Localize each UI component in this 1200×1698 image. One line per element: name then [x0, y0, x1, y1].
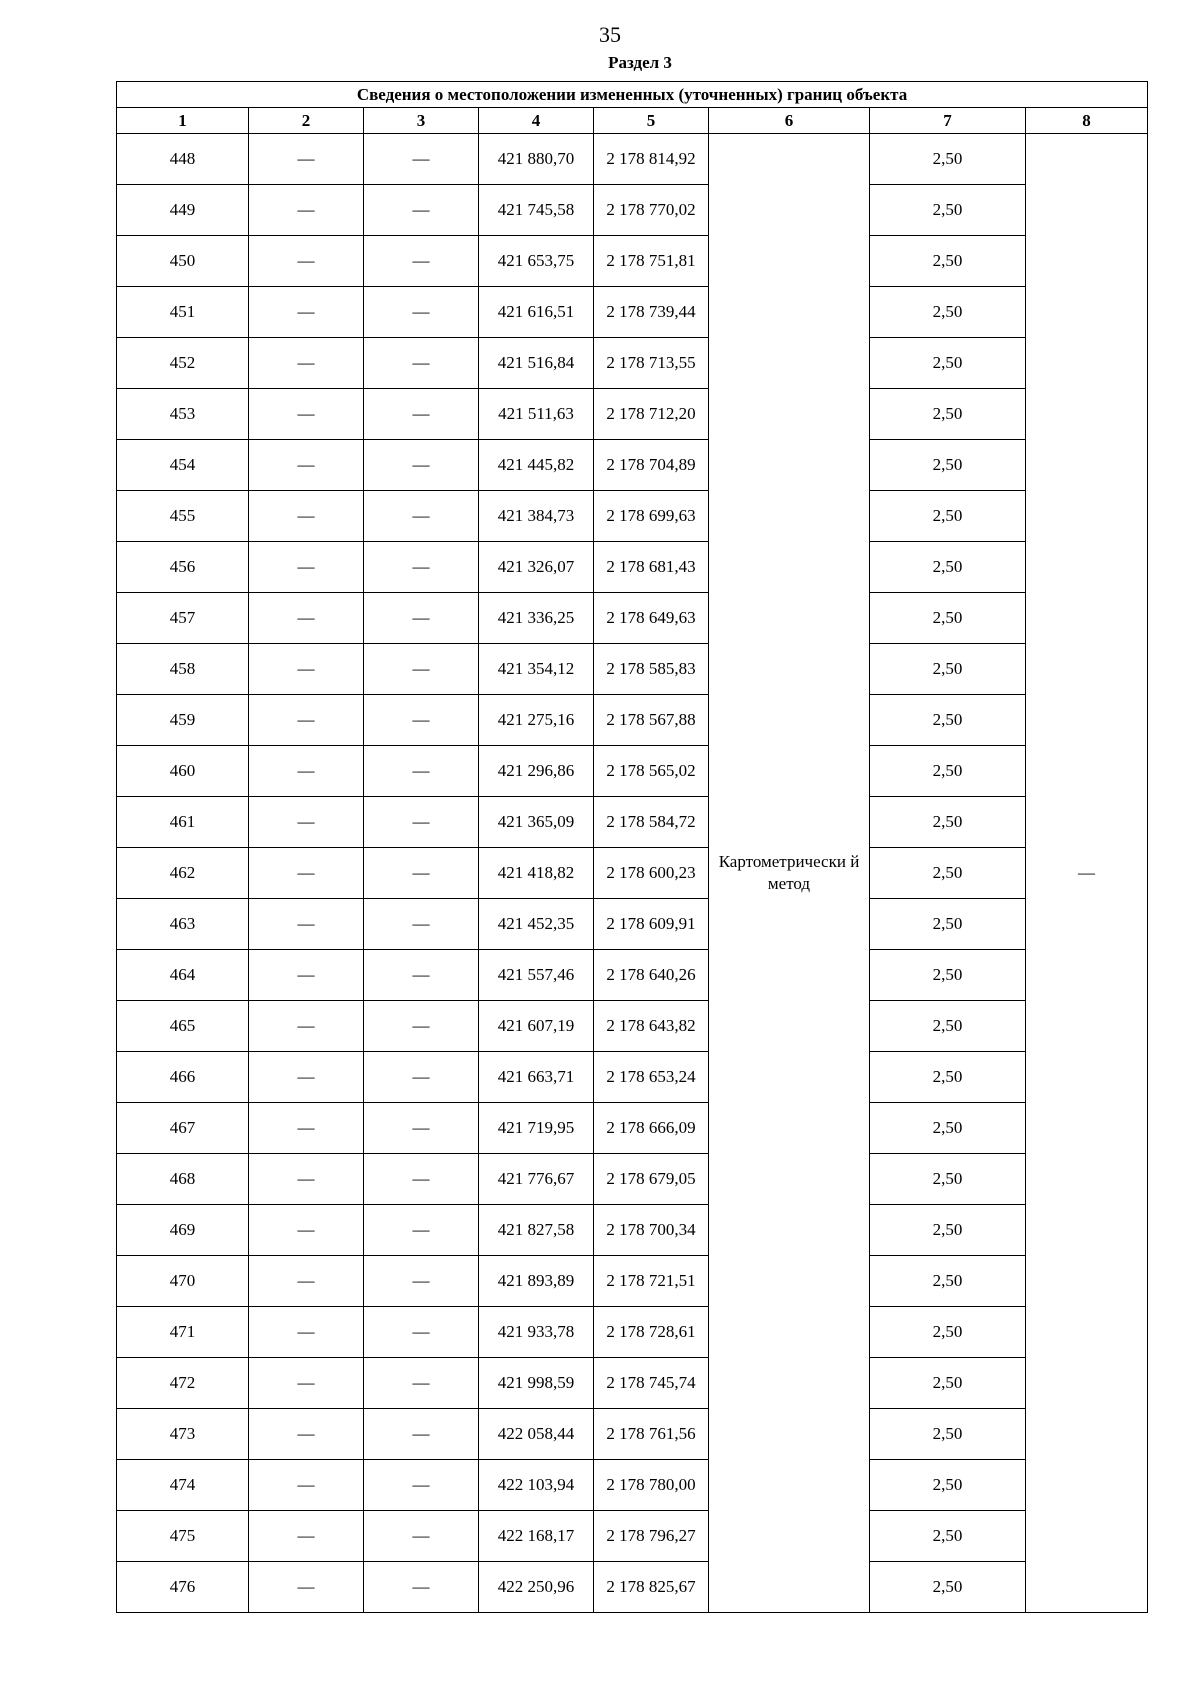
col2-cell: —: [249, 593, 364, 644]
y-coordinate-cell: 2 178 761,56: [594, 1409, 709, 1460]
col3-cell: —: [364, 1307, 479, 1358]
x-coordinate-cell: 421 719,95: [479, 1103, 594, 1154]
accuracy-cell: 2,50: [870, 338, 1026, 389]
table-row: [117, 287, 1148, 338]
col3-cell: —: [364, 1052, 479, 1103]
col2-cell: —: [249, 1154, 364, 1205]
y-coordinate-cell: 2 178 584,72: [594, 797, 709, 848]
col2-cell: —: [249, 389, 364, 440]
y-coordinate-cell: 2 178 585,83: [594, 644, 709, 695]
col3-cell: —: [364, 899, 479, 950]
accuracy-cell: 2,50: [870, 440, 1026, 491]
x-coordinate-cell: 422 250,96: [479, 1562, 594, 1613]
x-coordinate-cell: 421 653,75: [479, 236, 594, 287]
column-number-7: 7: [870, 108, 1026, 134]
point-number-cell: 474: [117, 1460, 249, 1511]
col3-cell: —: [364, 185, 479, 236]
point-number-cell: 451: [117, 287, 249, 338]
point-number-cell: 456: [117, 542, 249, 593]
x-coordinate-cell: 421 933,78: [479, 1307, 594, 1358]
point-number-cell: 465: [117, 1001, 249, 1052]
x-coordinate-cell: 422 103,94: [479, 1460, 594, 1511]
table-row: [117, 1460, 1148, 1511]
accuracy-cell: 2,50: [870, 1256, 1026, 1307]
col3-cell: —: [364, 287, 479, 338]
column-number-1: 1: [117, 108, 249, 134]
point-number-cell: 462: [117, 848, 249, 899]
x-coordinate-cell: 421 275,16: [479, 695, 594, 746]
accuracy-cell: 2,50: [870, 1001, 1026, 1052]
y-coordinate-cell: 2 178 780,00: [594, 1460, 709, 1511]
table-row: [117, 1052, 1148, 1103]
col2-cell: —: [249, 287, 364, 338]
point-number-cell: 475: [117, 1511, 249, 1562]
table-row: [117, 593, 1148, 644]
point-number-cell: 458: [117, 644, 249, 695]
col2-cell: —: [249, 134, 364, 185]
accuracy-cell: 2,50: [870, 1205, 1026, 1256]
col2-cell: —: [249, 338, 364, 389]
y-coordinate-cell: 2 178 640,26: [594, 950, 709, 1001]
y-coordinate-cell: 2 178 681,43: [594, 542, 709, 593]
y-coordinate-cell: 2 178 704,89: [594, 440, 709, 491]
accuracy-cell: 2,50: [870, 1154, 1026, 1205]
accuracy-cell: 2,50: [870, 1307, 1026, 1358]
accuracy-cell: 2,50: [870, 1103, 1026, 1154]
boundary-coordinates-table: [116, 81, 1148, 1613]
point-number-cell: 455: [117, 491, 249, 542]
point-number-cell: 471: [117, 1307, 249, 1358]
table-row: [117, 1256, 1148, 1307]
y-coordinate-cell: 2 178 609,91: [594, 899, 709, 950]
y-coordinate-cell: 2 178 565,02: [594, 746, 709, 797]
col2-cell: —: [249, 440, 364, 491]
x-coordinate-cell: 421 663,71: [479, 1052, 594, 1103]
point-number-cell: 466: [117, 1052, 249, 1103]
column-number-8: 8: [1026, 108, 1148, 134]
col2-cell: —: [249, 950, 364, 1001]
table-row: [117, 797, 1148, 848]
point-number-cell: 461: [117, 797, 249, 848]
col3-cell: —: [364, 695, 479, 746]
col2-cell: —: [249, 1001, 364, 1052]
table-row: [117, 542, 1148, 593]
x-coordinate-cell: 421 336,25: [479, 593, 594, 644]
col3-cell: —: [364, 644, 479, 695]
y-coordinate-cell: 2 178 600,23: [594, 848, 709, 899]
col2-cell: —: [249, 1052, 364, 1103]
col2-cell: —: [249, 1307, 364, 1358]
accuracy-cell: 2,50: [870, 746, 1026, 797]
table-row: [117, 695, 1148, 746]
col2-cell: —: [249, 236, 364, 287]
table-row: [117, 848, 1148, 899]
y-coordinate-cell: 2 178 699,63: [594, 491, 709, 542]
y-coordinate-cell: 2 178 745,74: [594, 1358, 709, 1409]
table-row: [117, 389, 1148, 440]
point-number-cell: 452: [117, 338, 249, 389]
y-coordinate-cell: 2 178 796,27: [594, 1511, 709, 1562]
accuracy-cell: 2,50: [870, 134, 1026, 185]
col3-cell: —: [364, 1256, 479, 1307]
column-number-row: [117, 108, 1148, 134]
table-row: [117, 1001, 1148, 1052]
y-coordinate-cell: 2 178 666,09: [594, 1103, 709, 1154]
col2-cell: —: [249, 797, 364, 848]
x-coordinate-cell: 422 058,44: [479, 1409, 594, 1460]
x-coordinate-cell: 421 745,58: [479, 185, 594, 236]
x-coordinate-cell: 421 452,35: [479, 899, 594, 950]
method-cell: Картометрически й метод: [709, 134, 870, 1613]
y-coordinate-cell: 2 178 567,88: [594, 695, 709, 746]
x-coordinate-cell: 421 776,67: [479, 1154, 594, 1205]
col3-cell: —: [364, 797, 479, 848]
col2-cell: —: [249, 899, 364, 950]
page-number: 35: [599, 22, 621, 47]
point-number-cell: 467: [117, 1103, 249, 1154]
col2-cell: —: [249, 1562, 364, 1613]
x-coordinate-cell: 421 607,19: [479, 1001, 594, 1052]
y-coordinate-cell: 2 178 825,67: [594, 1562, 709, 1613]
accuracy-cell: 2,50: [870, 1052, 1026, 1103]
y-coordinate-cell: 2 178 739,44: [594, 287, 709, 338]
x-coordinate-cell: 421 880,70: [479, 134, 594, 185]
col3-cell: —: [364, 236, 479, 287]
y-coordinate-cell: 2 178 721,51: [594, 1256, 709, 1307]
accuracy-cell: 2,50: [870, 1562, 1026, 1613]
point-number-cell: 464: [117, 950, 249, 1001]
accuracy-cell: 2,50: [870, 236, 1026, 287]
col2-cell: —: [249, 1205, 364, 1256]
accuracy-cell: 2,50: [870, 950, 1026, 1001]
y-coordinate-cell: 2 178 679,05: [594, 1154, 709, 1205]
col2-cell: —: [249, 1409, 364, 1460]
accuracy-cell: 2,50: [870, 491, 1026, 542]
accuracy-cell: 2,50: [870, 1511, 1026, 1562]
point-number-cell: 469: [117, 1205, 249, 1256]
column-number-5: 5: [594, 108, 709, 134]
col3-cell: —: [364, 134, 479, 185]
accuracy-cell: 2,50: [870, 695, 1026, 746]
x-coordinate-cell: 421 616,51: [479, 287, 594, 338]
x-coordinate-cell: 421 516,84: [479, 338, 594, 389]
col3-cell: —: [364, 1409, 479, 1460]
col2-cell: —: [249, 695, 364, 746]
point-number-cell: 450: [117, 236, 249, 287]
table-row: [117, 1103, 1148, 1154]
x-coordinate-cell: 421 296,86: [479, 746, 594, 797]
point-number-cell: 449: [117, 185, 249, 236]
section-title: Раздел 3: [608, 53, 672, 72]
table-row: [117, 1154, 1148, 1205]
x-coordinate-cell: 421 445,82: [479, 440, 594, 491]
accuracy-cell: 2,50: [870, 797, 1026, 848]
y-coordinate-cell: 2 178 653,24: [594, 1052, 709, 1103]
table-row: [117, 338, 1148, 389]
table-row: [117, 185, 1148, 236]
x-coordinate-cell: 421 326,07: [479, 542, 594, 593]
point-number-cell: 473: [117, 1409, 249, 1460]
accuracy-cell: 2,50: [870, 644, 1026, 695]
accuracy-cell: 2,50: [870, 1409, 1026, 1460]
col2-cell: —: [249, 848, 364, 899]
col2-cell: —: [249, 1256, 364, 1307]
accuracy-cell: 2,50: [870, 593, 1026, 644]
point-number-cell: 468: [117, 1154, 249, 1205]
col3-cell: —: [364, 440, 479, 491]
x-coordinate-cell: 421 365,09: [479, 797, 594, 848]
y-coordinate-cell: 2 178 713,55: [594, 338, 709, 389]
table-row: [117, 950, 1148, 1001]
col3-cell: —: [364, 1001, 479, 1052]
y-coordinate-cell: 2 178 643,82: [594, 1001, 709, 1052]
col3-cell: —: [364, 746, 479, 797]
x-coordinate-cell: 421 893,89: [479, 1256, 594, 1307]
x-coordinate-cell: 421 418,82: [479, 848, 594, 899]
col3-cell: —: [364, 593, 479, 644]
table-caption: Сведения о местоположении измененных (уточненных) границ объекта: [117, 82, 1148, 108]
y-coordinate-cell: 2 178 770,02: [594, 185, 709, 236]
x-coordinate-cell: 421 511,63: [479, 389, 594, 440]
table-row: [117, 134, 1148, 185]
y-coordinate-cell: 2 178 728,61: [594, 1307, 709, 1358]
point-number-cell: 457: [117, 593, 249, 644]
point-number-cell: 459: [117, 695, 249, 746]
y-coordinate-cell: 2 178 814,92: [594, 134, 709, 185]
point-number-cell: 472: [117, 1358, 249, 1409]
table-row: [117, 491, 1148, 542]
col3-cell: —: [364, 542, 479, 593]
table-row: [117, 644, 1148, 695]
accuracy-cell: 2,50: [870, 389, 1026, 440]
accuracy-cell: 2,50: [870, 1460, 1026, 1511]
accuracy-cell: 2,50: [870, 542, 1026, 593]
accuracy-cell: 2,50: [870, 287, 1026, 338]
y-coordinate-cell: 2 178 649,63: [594, 593, 709, 644]
table-row: [117, 1358, 1148, 1409]
y-coordinate-cell: 2 178 751,81: [594, 236, 709, 287]
point-number-cell: 454: [117, 440, 249, 491]
col2-cell: —: [249, 1358, 364, 1409]
col2-cell: —: [249, 1103, 364, 1154]
x-coordinate-cell: 421 354,12: [479, 644, 594, 695]
col3-cell: —: [364, 1358, 479, 1409]
accuracy-cell: 2,50: [870, 848, 1026, 899]
y-coordinate-cell: 2 178 700,34: [594, 1205, 709, 1256]
col2-cell: —: [249, 185, 364, 236]
accuracy-cell: 2,50: [870, 899, 1026, 950]
col3-cell: —: [364, 338, 479, 389]
y-coordinate-cell: 2 178 712,20: [594, 389, 709, 440]
col2-cell: —: [249, 644, 364, 695]
column-number-4: 4: [479, 108, 594, 134]
col3-cell: —: [364, 1103, 479, 1154]
col3-cell: —: [364, 1511, 479, 1562]
col2-cell: —: [249, 1460, 364, 1511]
col3-cell: —: [364, 848, 479, 899]
col2-cell: —: [249, 542, 364, 593]
column-number-3: 3: [364, 108, 479, 134]
accuracy-cell: 2,50: [870, 185, 1026, 236]
col3-cell: —: [364, 491, 479, 542]
table-row: [117, 746, 1148, 797]
accuracy-cell: 2,50: [870, 1358, 1026, 1409]
col3-cell: —: [364, 1205, 479, 1256]
column-number-2: 2: [249, 108, 364, 134]
col3-cell: —: [364, 1154, 479, 1205]
point-number-cell: 463: [117, 899, 249, 950]
point-number-cell: 453: [117, 389, 249, 440]
col2-cell: —: [249, 1511, 364, 1562]
table-row: [117, 1409, 1148, 1460]
point-number-cell: 476: [117, 1562, 249, 1613]
table-body: [117, 134, 1148, 1613]
table-row: [117, 1511, 1148, 1562]
point-number-cell: 460: [117, 746, 249, 797]
x-coordinate-cell: 421 827,58: [479, 1205, 594, 1256]
col3-cell: —: [364, 1562, 479, 1613]
table-row: [117, 236, 1148, 287]
col3-cell: —: [364, 389, 479, 440]
point-number-cell: 470: [117, 1256, 249, 1307]
table-row: [117, 1562, 1148, 1613]
x-coordinate-cell: 421 557,46: [479, 950, 594, 1001]
table-row: [117, 440, 1148, 491]
col3-cell: —: [364, 1460, 479, 1511]
x-coordinate-cell: 421 384,73: [479, 491, 594, 542]
x-coordinate-cell: 422 168,17: [479, 1511, 594, 1562]
table-row: [117, 1307, 1148, 1358]
x-coordinate-cell: 421 998,59: [479, 1358, 594, 1409]
col3-cell: —: [364, 950, 479, 1001]
col2-cell: —: [249, 746, 364, 797]
column-number-6: 6: [709, 108, 870, 134]
col8-cell: —: [1026, 134, 1148, 1613]
table-row: [117, 899, 1148, 950]
point-number-cell: 448: [117, 134, 249, 185]
table-row: [117, 1205, 1148, 1256]
col2-cell: —: [249, 491, 364, 542]
